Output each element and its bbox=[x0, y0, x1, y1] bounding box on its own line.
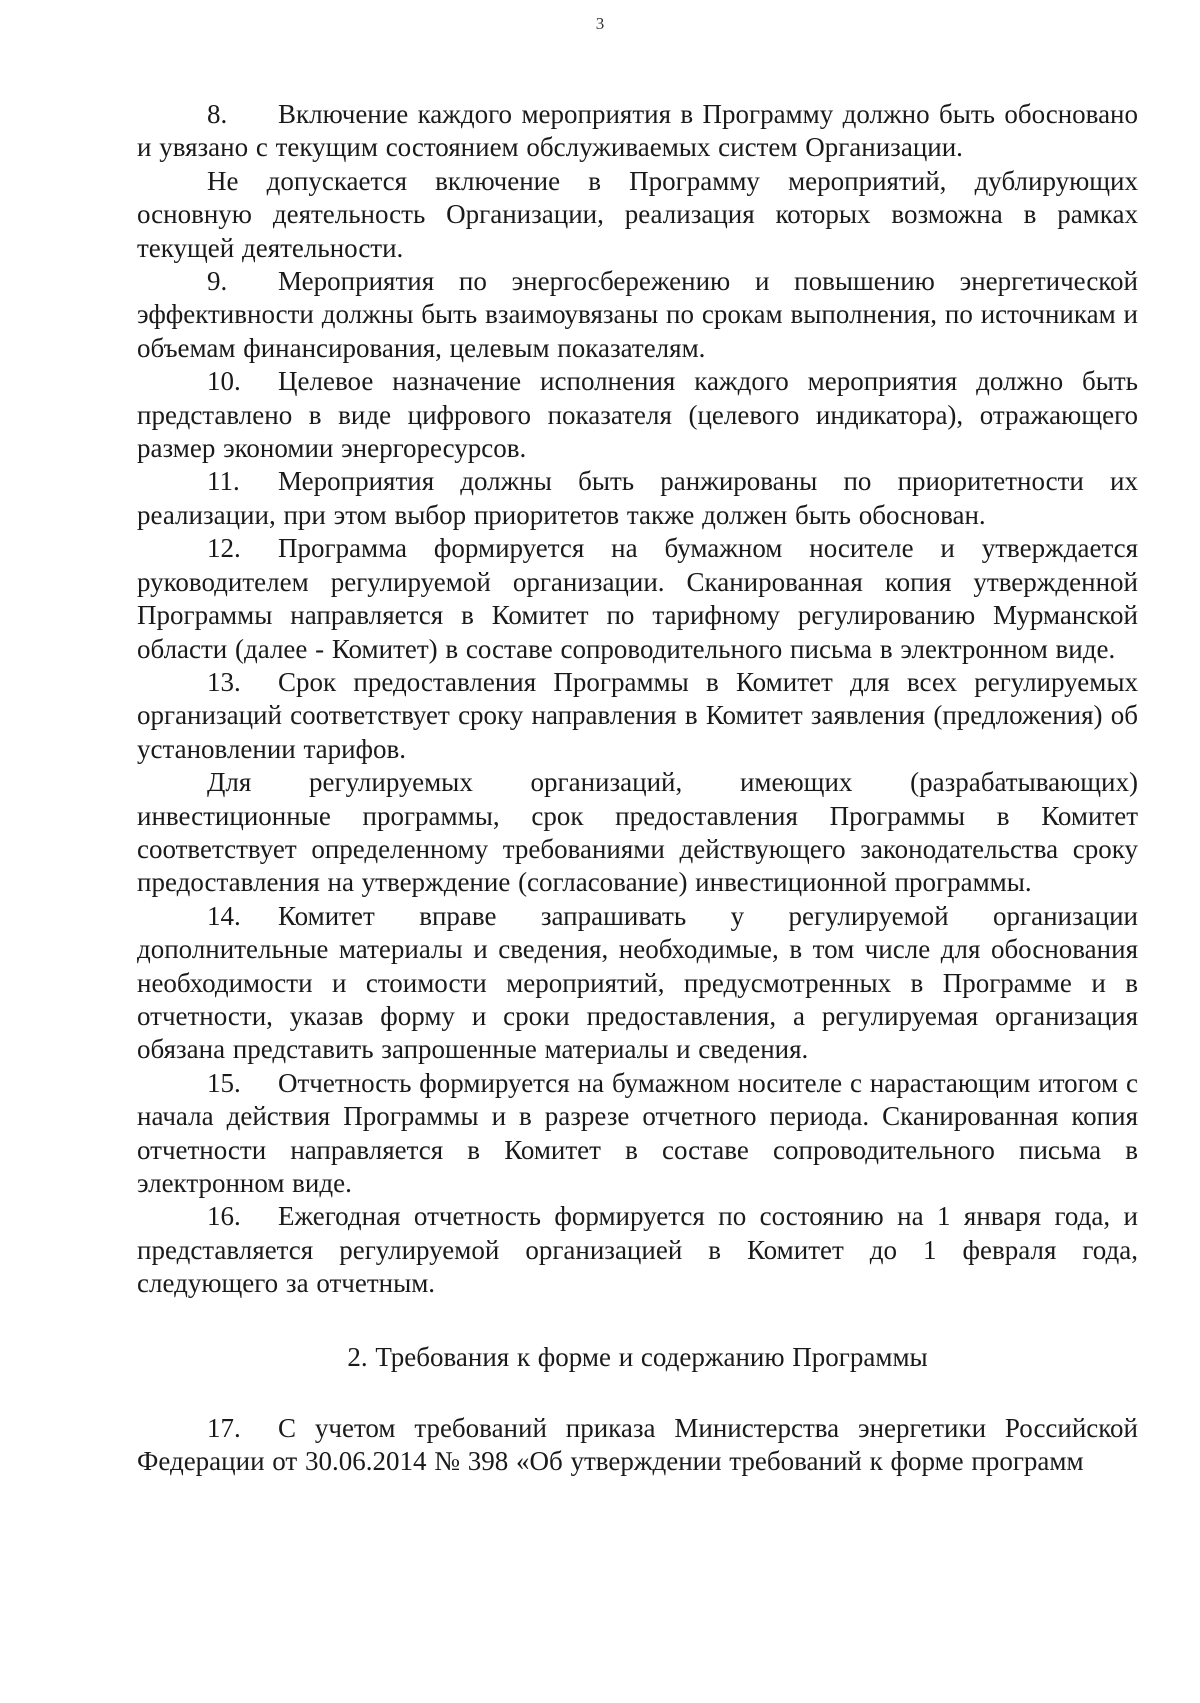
clause-number: 15. bbox=[207, 1067, 241, 1098]
clause-number: 10. bbox=[207, 366, 241, 397]
clause-text: Мероприятия по энергосбережению и повышению энергетической эффективности должны быть взаимоувязаны по срокам выполнения, по источникам и объемам финансирования, целевым показателям. bbox=[137, 266, 1138, 363]
clause-14 bbox=[137, 900, 1138, 1067]
clause-13 bbox=[137, 666, 1138, 766]
clause-number: 12. bbox=[207, 533, 241, 564]
clause-9 bbox=[137, 265, 1138, 365]
section-heading: 2. Требования к форме и содержанию Программы bbox=[347, 1341, 928, 1372]
clause-16 bbox=[137, 1200, 1138, 1300]
clause-text: Комитет вправе запрашивать у регулируемой организации дополнительные материалы и сведения, необходимые, в том числе для обоснования необходимости и стоимости мероприятий, предусмотренных в Программе и в отчетности, указав форму и сроки предоставления, а регулируемая организация обязана представить запрошенные материалы и сведения. bbox=[137, 900, 1138, 1065]
clause-text: С учетом требований приказа Министерства энергетики Российской Федерации от 30.06.2014 № 398 «Об утверждении требований к форме программ bbox=[137, 1413, 1138, 1477]
page-number: 3 bbox=[595, 14, 605, 33]
clause-number: 17. bbox=[207, 1413, 241, 1444]
clause-number: 11. bbox=[207, 466, 240, 497]
clause-text: Для регулируемых организаций, имеющих (разрабатывающих) инвестиционные программы, срок предоставления Программы в Комитет соответствует определенному требованиями действующего законодательства сроку предоставления на утверждение (согласование) инвестиционной программы. bbox=[137, 767, 1138, 898]
clause-number: 13. bbox=[207, 666, 241, 697]
clause-text: Ежегодная отчетность формируется по состоянию на 1 января года, и представляется регулируемой организацией в Комитет до 1 февраля года, следующего за отчетным. bbox=[137, 1201, 1138, 1299]
clause-13-continuation bbox=[137, 766, 1138, 900]
clause-10 bbox=[137, 365, 1138, 465]
clause-text: Мероприятия должны быть ранжированы по приоритетности их реализации, при этом выбор приоритетов также должен быть обоснован. bbox=[137, 466, 1138, 530]
clause-number: 14. bbox=[207, 900, 241, 931]
clause-text: Не допускается включение в Программу мероприятий, дублирующих основную деятельность Организации, реализация которых возможна в рамках текущей деятельности. bbox=[137, 165, 1138, 263]
clause-11 bbox=[137, 465, 1138, 532]
clause-number: 16. bbox=[207, 1201, 241, 1232]
clause-15 bbox=[137, 1067, 1138, 1201]
document-body bbox=[137, 98, 1138, 1479]
clause-text: Срок предоставления Программы в Комитет для всех регулируемых организаций соответствует сроку направления в Комитет заявления (предложения) об установлении тарифов. bbox=[137, 666, 1138, 764]
clause-8 bbox=[137, 98, 1138, 165]
clause-8-continuation bbox=[137, 165, 1138, 265]
clause-text: Включение каждого мероприятия в Программу должно быть обосновано и увязано с текущим состоянием обслуживаемых систем Организации. bbox=[137, 99, 1138, 163]
clause-17 bbox=[137, 1412, 1138, 1479]
clause-number: 8. bbox=[207, 99, 228, 129]
clause-text: Программа формируется на бумажном носителе и утверждается руководителем регулируемой организации. Сканированная копия утвержденной Программы направляется в Комитет по тарифному регулированию Мурманской области (далее - Комитет) в составе сопроводительного письма в электронном виде. bbox=[137, 533, 1138, 664]
clause-number: 9. bbox=[207, 266, 228, 297]
clause-text: Целевое назначение исполнения каждого мероприятия должно быть представлено в виде цифрового показателя (целевого индикатора), отражающего размер экономии энергоресурсов. bbox=[137, 366, 1138, 464]
clause-12 bbox=[137, 532, 1138, 666]
clause-text: Отчетность формируется на бумажном носителе с нарастающим итогом с начала действия Программы и в разрезе отчетного периода. Сканированная копия отчетности направляется в Комитет в составе сопроводительного письма в электронном виде. bbox=[137, 1067, 1138, 1198]
